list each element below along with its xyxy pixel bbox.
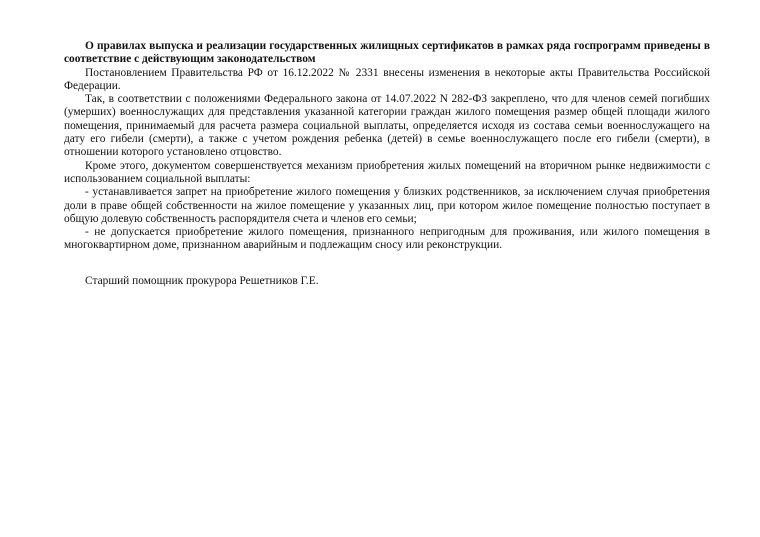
list-item-unfit-housing: - не допускается приобретение жилого помещения, признанного непригодным для проживания, или жилого помещения в многоквартирном доме, признанном аварийным и подлежащим сносу или реконструкции. [64, 226, 710, 252]
document-title: О правилах выпуска и реализации государственных жилищных сертификатов в рамках ряда госпрограмм приведены в соответствие с действующим законодательством [64, 40, 710, 66]
spacer [64, 253, 710, 275]
signature: Старший помощник прокурора Решетников Г.Е. [85, 274, 319, 287]
paragraph-federal-law: Так, в соответствии с положениями Федерального закона от 14.07.2022 N 282-ФЗ закреплено, что для членов семей погибших (умерших) военнослужащих для представления указанной категории граждан жилого помещения размер общей площади жилого помещения, принимаемый для расчета размера социальной выплаты, определяется исходя из состава семьи военнослужащего на дату его гибели (смерти), а также с учетом рождения ребенка (детей) в семье военнослужащего после его гибели (смерти), в отношении которого установлено отцовство. [64, 93, 710, 159]
document-page [64, 40, 710, 288]
paragraph-mechanism: Кроме этого, документом совершенствуется механизм приобретения жилых помещений на вторичном рынке недвижимости с использованием социальной выплаты: [64, 159, 710, 185]
list-item-relatives-ban: - устанавливается запрет на приобретение жилого помещения у близких родственников, за исключением случая приобретения доли в праве общей собственности на жилое помещение у указанных лиц, при котором жилое помещение полностью поступает в общую долевую собственность распорядителя счета и членов его семьи; [64, 186, 710, 225]
paragraph-resolution: Постановлением Правительства РФ от 16.12.2022 № 2331 внесены изменения в некоторые акты Правительства Российской Федерации. [64, 66, 710, 92]
